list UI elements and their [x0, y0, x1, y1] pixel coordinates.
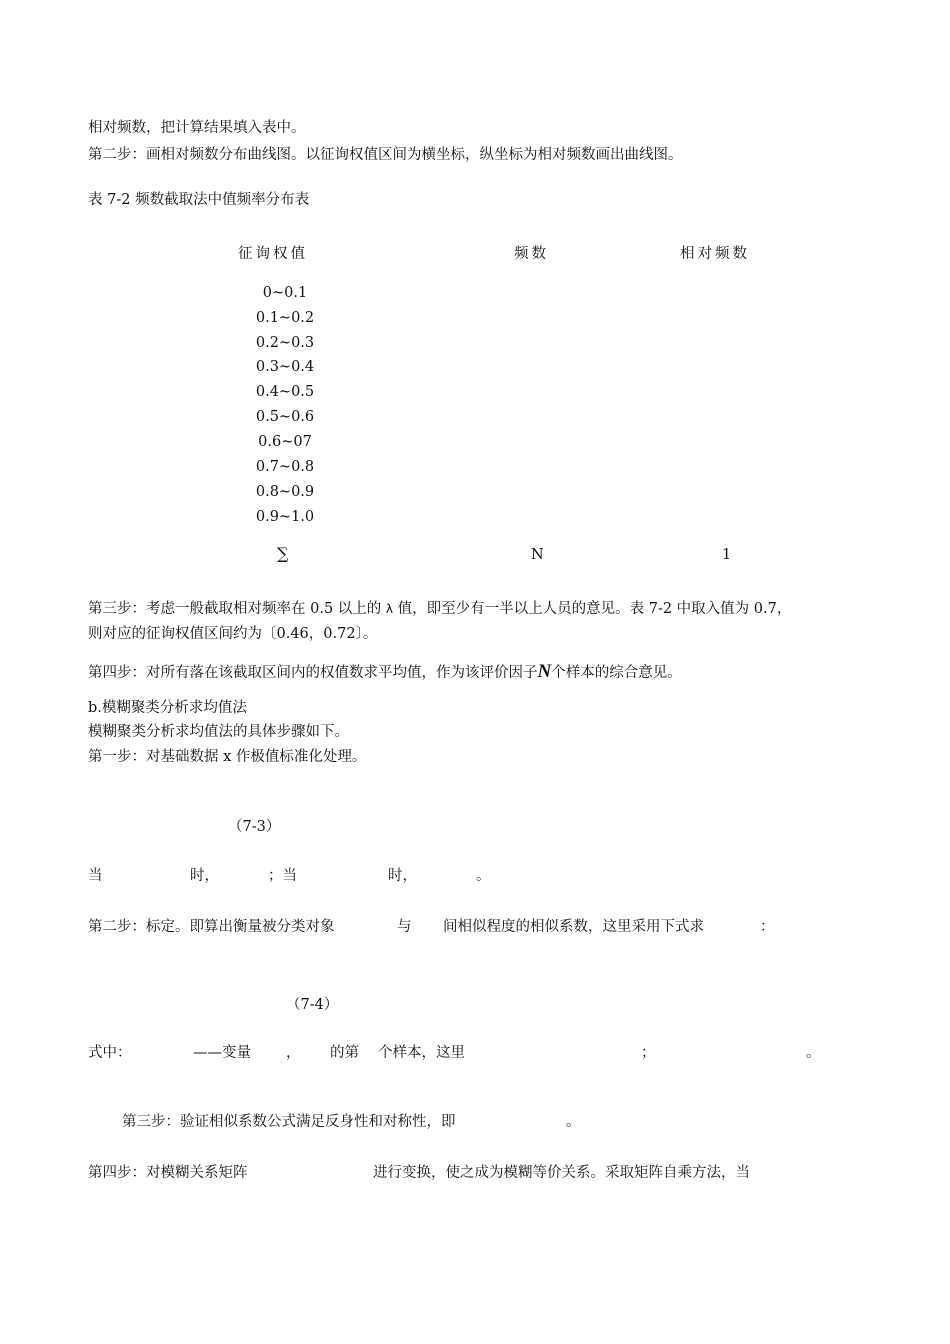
- when-text-b: 时，: [190, 868, 219, 884]
- paragraph-step3: [88, 599, 791, 619]
- fuzzy-step3-text-b: 。: [566, 1114, 581, 1130]
- where-text-f: ；: [641, 1045, 656, 1061]
- paragraph-step2: 第二步：画相对频数分布曲线图。以征询权值区间为横坐标，纵坐标为相对频数画出曲线图。: [88, 147, 683, 163]
- where-text-g: 。: [806, 1045, 821, 1061]
- section-heading-b: b.模糊聚类分析求均值法: [88, 700, 247, 716]
- table-row-range: 0.2~0.3: [255, 335, 315, 351]
- equation-number-7-4: （7-4）: [286, 997, 339, 1013]
- when-text-e: 。: [476, 868, 491, 884]
- table-row-range: 0.4~0.5: [255, 384, 315, 400]
- where-text-d: 的第: [330, 1045, 359, 1061]
- step3-text-b: 值，即至少有一半以上人员的意见。表 7-2 中取入值为 0.7，: [397, 601, 792, 617]
- fuzzy-step2-text-d: ：: [760, 919, 775, 935]
- when-text-d: 时，: [388, 868, 417, 884]
- fuzzy-step4-text-a: 第四步：对模糊关系矩阵: [88, 1165, 248, 1181]
- when-text-c: ；当: [268, 868, 297, 884]
- table-row-range: 0.1~0.2: [255, 310, 315, 326]
- table-sum-frequency: N: [531, 547, 544, 563]
- when-text-a: 当: [88, 868, 103, 884]
- where-text-b: ——变量: [193, 1045, 251, 1061]
- table-header-frequency: 频数: [514, 246, 549, 262]
- paragraph-step3-line2: 则对应的征询权值区间约为〔0.46，0.72〕。: [88, 626, 378, 642]
- table-row-range: 0.9~1.0: [255, 509, 315, 525]
- table-sum-symbol: ∑: [277, 544, 289, 563]
- table-caption: 表 7-2 频数截取法中值频率分布表: [88, 192, 310, 208]
- paragraph-relative-frequency: 相对频数，把计算结果填入表中。: [88, 120, 306, 136]
- step4-text-b: 个样本的综合意见。: [551, 665, 682, 681]
- lambda-symbol: λ: [385, 602, 393, 616]
- paragraph-step4: [88, 662, 682, 683]
- paragraph-intro: 模糊聚类分析求均值法的具体步骤如下。: [88, 724, 349, 740]
- step3-text-a: 第三步：考虑一般截取相对频率在 0.5 以上的: [88, 601, 382, 617]
- table-header-weight: 征询权值: [238, 246, 308, 262]
- where-text-c: ，: [286, 1045, 301, 1061]
- where-text-e: 个样本，这里: [378, 1045, 465, 1061]
- paragraph-fuzzy-step1: 第一步：对基础数据 x 作极值标准化处理。: [88, 749, 367, 765]
- n-symbol: N: [537, 661, 552, 682]
- where-text-a: 式中：: [88, 1045, 132, 1061]
- fuzzy-step3-text-a: 第三步：验证相似系数公式满足反身性和对称性，即: [122, 1114, 456, 1130]
- equation-number-7-3: （7-3）: [228, 819, 281, 835]
- table-sum-relative: 1: [722, 547, 732, 563]
- table-row-range: 0.6~07: [258, 434, 312, 450]
- table-row-range: 0.7~0.8: [255, 459, 315, 475]
- table-row-range: 0~0.1: [262, 285, 308, 301]
- fuzzy-step2-text-b: 与: [397, 919, 412, 935]
- fuzzy-step2-text-a: 第二步：标定。即算出衡量被分类对象: [88, 919, 335, 935]
- table-row-range: 0.3~0.4: [255, 359, 315, 375]
- fuzzy-step2-text-c: 间相似程度的相似系数，这里采用下式求: [443, 919, 704, 935]
- step4-text-a: 第四步：对所有落在该截取区间内的权值数求平均值，作为该评价因子: [88, 665, 538, 681]
- table-row-range: 0.8~0.9: [255, 484, 315, 500]
- table-header-relative-frequency: 相对频数: [680, 246, 750, 262]
- fuzzy-step4-text-b: 进行变换，使之成为模糊等价关系。采取矩阵自乘方法，当: [373, 1165, 750, 1181]
- table-row-range: 0.5~0.6: [255, 409, 315, 425]
